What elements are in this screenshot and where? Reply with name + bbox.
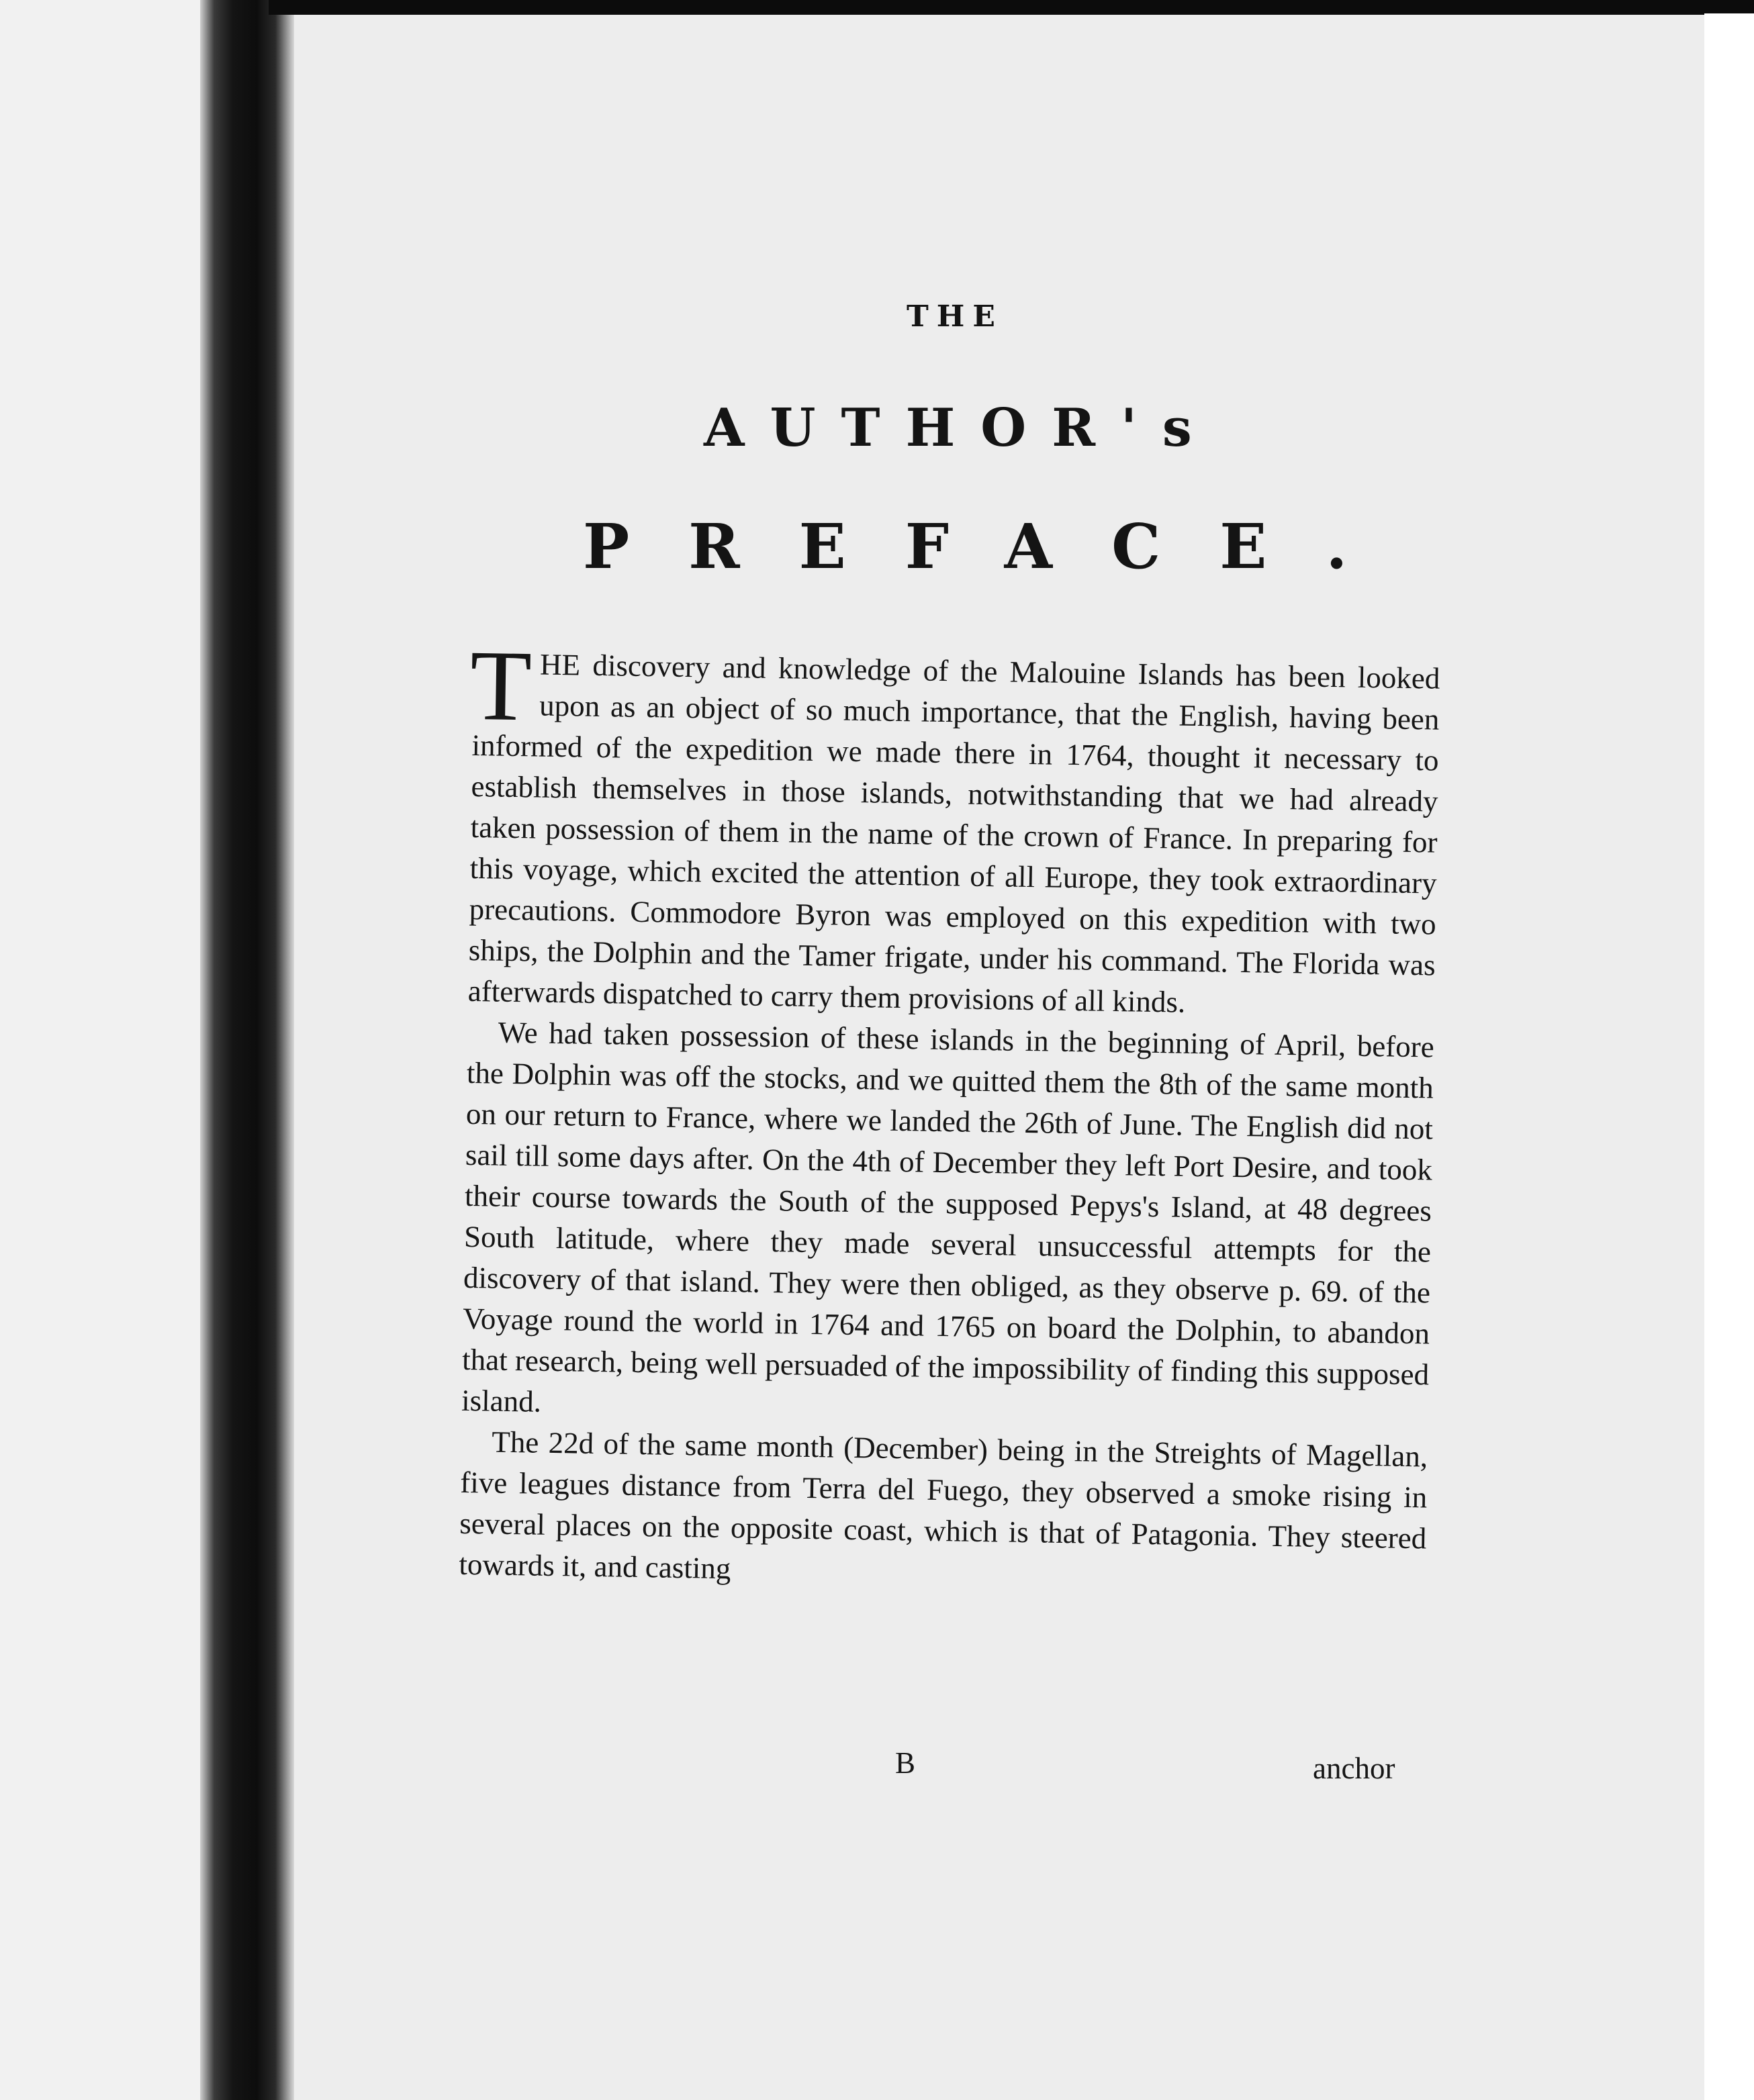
left-facing-page <box>0 0 222 2100</box>
catchword: anchor <box>1313 1752 1395 1785</box>
heading-preface: PREFACE. <box>583 510 1407 583</box>
drop-cap: T <box>469 629 533 743</box>
paragraph-1 <box>467 629 1440 1027</box>
heading-the: THE <box>907 299 1003 334</box>
scan-margin-right <box>1704 13 1754 2100</box>
scan-border-top <box>269 0 1754 15</box>
paragraph-1-text: HE discovery and knowledge of the Malouine Islands has been looked upon as an object of so much importance, that the English, having been informed of the expedition we made there in 1764, thought it necessary to establish themselves in those islands, notwithstanding that we had already taken possession of them in the name of the crown of France. In preparing for this voyage, which excited the attention of all Europe, they took extraordinary precautions. Commodore Byron was employed on this expedition with two ships, the Dolphin and the Tamer frigate, under his command. The Florida was afterwards dispatched to carry them provisions of all kinds. <box>467 647 1440 1019</box>
signature-mark: B <box>895 1746 916 1780</box>
preface-body <box>459 629 1440 1600</box>
paragraph-3: The 22d of the same month (December) being in the Streights of Magellan, five leagues distance from Terra del Fuego, they observed a smoke rising in several places on the opposite coast, which is that of Patagonia. They steered towards it, and casting <box>459 1425 1428 1586</box>
heading-authors: AUTHOR's <box>704 397 1217 459</box>
paragraph-2: We had taken possession of these islands in the beginning of April, before the Dolphin was off the stocks, and we quitted them the 8th of the same month on our return to France, where we landed the 26th of June. The English did not sail till some days after. On the 4th of December they left Port Desire, and took their course towards the South of the supposed Pepys's Island, at 48 degrees South latitude, where they made several unsuccessful attempts for the discovery of that island. They were then obliged, as they observe p. 69. of the Voyage round the world in 1764 and 1765 on board the Dolphin, to abandon that research, being well persuaded of the impossibility of finding this supposed island. <box>461 1015 1435 1419</box>
book-gutter <box>200 0 294 2100</box>
